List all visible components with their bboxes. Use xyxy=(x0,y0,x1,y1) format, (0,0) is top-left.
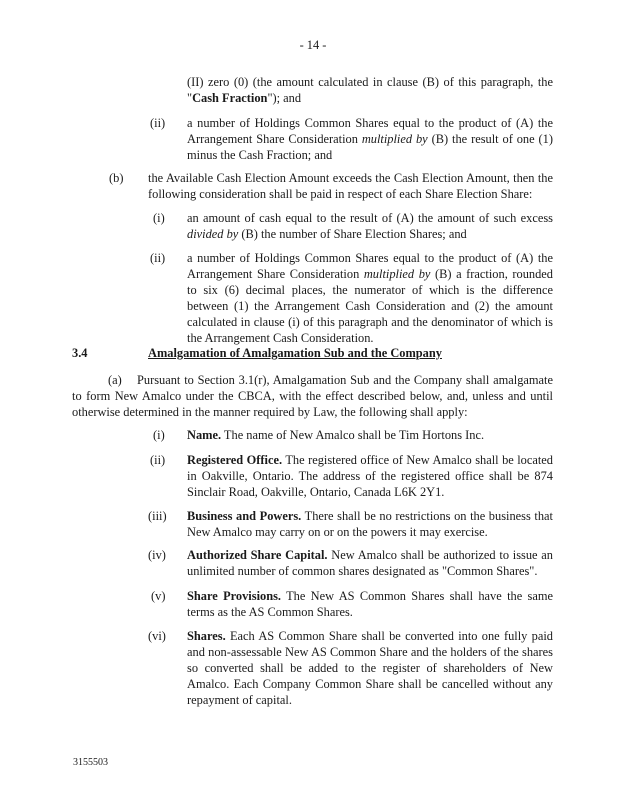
item-marker: (iii) xyxy=(148,509,167,523)
defined-term: Cash Fraction xyxy=(192,91,268,105)
italic-term: divided by xyxy=(187,227,239,241)
item-registered-office xyxy=(187,452,553,500)
italic-term: multiplied by xyxy=(361,132,428,146)
item-text: New Amalco shall be authorized to issue an unlimited number of common shares designated as "Common Shares". xyxy=(187,548,554,578)
document-id: 3155503 xyxy=(73,757,108,768)
clause-text: (II) zero (0) (the amount calculated in clause (B) of this paragraph, the " xyxy=(187,75,553,105)
section-intro: (a) Pursuant to Section 3.1(r), Amalgamation Sub and the Company shall amalgamate to form New Amalco under the CBCA, with the effect described below, and, unless and until otherwise determined in the manner required by Law, the following shall apply: xyxy=(72,373,553,419)
item-marker: (ii) xyxy=(150,453,166,467)
marker-b-i: (i) xyxy=(153,211,165,225)
item-shares xyxy=(187,628,553,708)
item-text: The name of New Amalco shall be Tim Hortons Inc. xyxy=(221,428,485,442)
clause-II-zero xyxy=(187,74,553,106)
clause-b-ii xyxy=(187,250,553,346)
item-heading: Registered Office. xyxy=(187,453,283,467)
clause-text: "); and xyxy=(267,91,302,105)
paragraph-b: the Available Cash Election Amount exceeds the Cash Election Amount, then the following consideration shall be paid in respect of each Share Election Share: xyxy=(148,171,553,201)
marker-b: (b) xyxy=(109,171,124,185)
item-text: There shall be no restrictions on the business that New Amalco may carry on or on the powers it may exercise. xyxy=(187,509,553,539)
item-share-provisions xyxy=(187,588,553,620)
item-text: Each AS Common Share shall be converted into one fully paid and non-assessable New AS Common Share and the holders of the shares so converted shall be added to the register of shareholders of New Amalco. Each Company Common Share shall be cancelled without any repayment of capital. xyxy=(187,629,553,707)
page-number-text: - 14 - xyxy=(299,38,327,52)
section-number: 3.4 xyxy=(72,346,88,360)
item-heading: Shares. xyxy=(187,629,226,643)
item-marker: (v) xyxy=(151,589,166,603)
item-heading: Business and Powers. xyxy=(187,509,302,523)
italic-term: multiplied by xyxy=(363,267,431,281)
item-name xyxy=(187,427,553,443)
item-heading: Authorized Share Capital. xyxy=(187,548,328,562)
item-text: The New AS Common Shares shall have the same terms as the AS Common Shares. xyxy=(187,589,553,619)
item-authorized-capital xyxy=(187,547,553,579)
clause-text: (B) a fraction, rounded to six (6) decimal places, the numerator of which is the difference between (1) the Arrangement Cash Consideration and (2) the amount calculated in clause (i) of this paragraph and the denominator of which is the Arrangement Cash Consideration. xyxy=(187,267,553,345)
item-heading: Share Provisions. xyxy=(187,589,282,603)
clause-text: (B) the number of Share Election Shares; and xyxy=(238,227,467,241)
clause-text: a number of Holdings Common Shares equal to the product of (A) the Arrangement Share Consideration xyxy=(187,116,553,146)
page-number xyxy=(0,37,626,53)
item-text: The registered office of New Amalco shall be located in Oakville, Ontario. The address of the registered office shall be 874 Sinclair Road, Oakville, Ontario, Canada L6K 2Y1. xyxy=(187,453,554,499)
item-business-powers xyxy=(187,508,553,540)
clause-text: (B) the result of one (1) minus the Cash Fraction; and xyxy=(187,132,553,162)
clause-b-i xyxy=(187,210,553,242)
clause-text: an amount of cash equal to the result of (A) the amount of such excess xyxy=(187,211,553,225)
item-marker: (i) xyxy=(153,428,165,442)
item-marker: (iv) xyxy=(148,548,166,562)
item-heading: Name. xyxy=(187,428,222,442)
marker-ii: (ii) xyxy=(150,116,166,130)
section-title: Amalgamation of Amalgamation Sub and the Company xyxy=(148,346,442,360)
clause-ii xyxy=(187,115,553,163)
item-marker: (vi) xyxy=(148,629,166,643)
clause-text: a number of Holdings Common Shares equal to the product of (A) the Arrangement Share Consideration xyxy=(187,251,553,281)
marker-b-ii: (ii) xyxy=(150,251,166,265)
